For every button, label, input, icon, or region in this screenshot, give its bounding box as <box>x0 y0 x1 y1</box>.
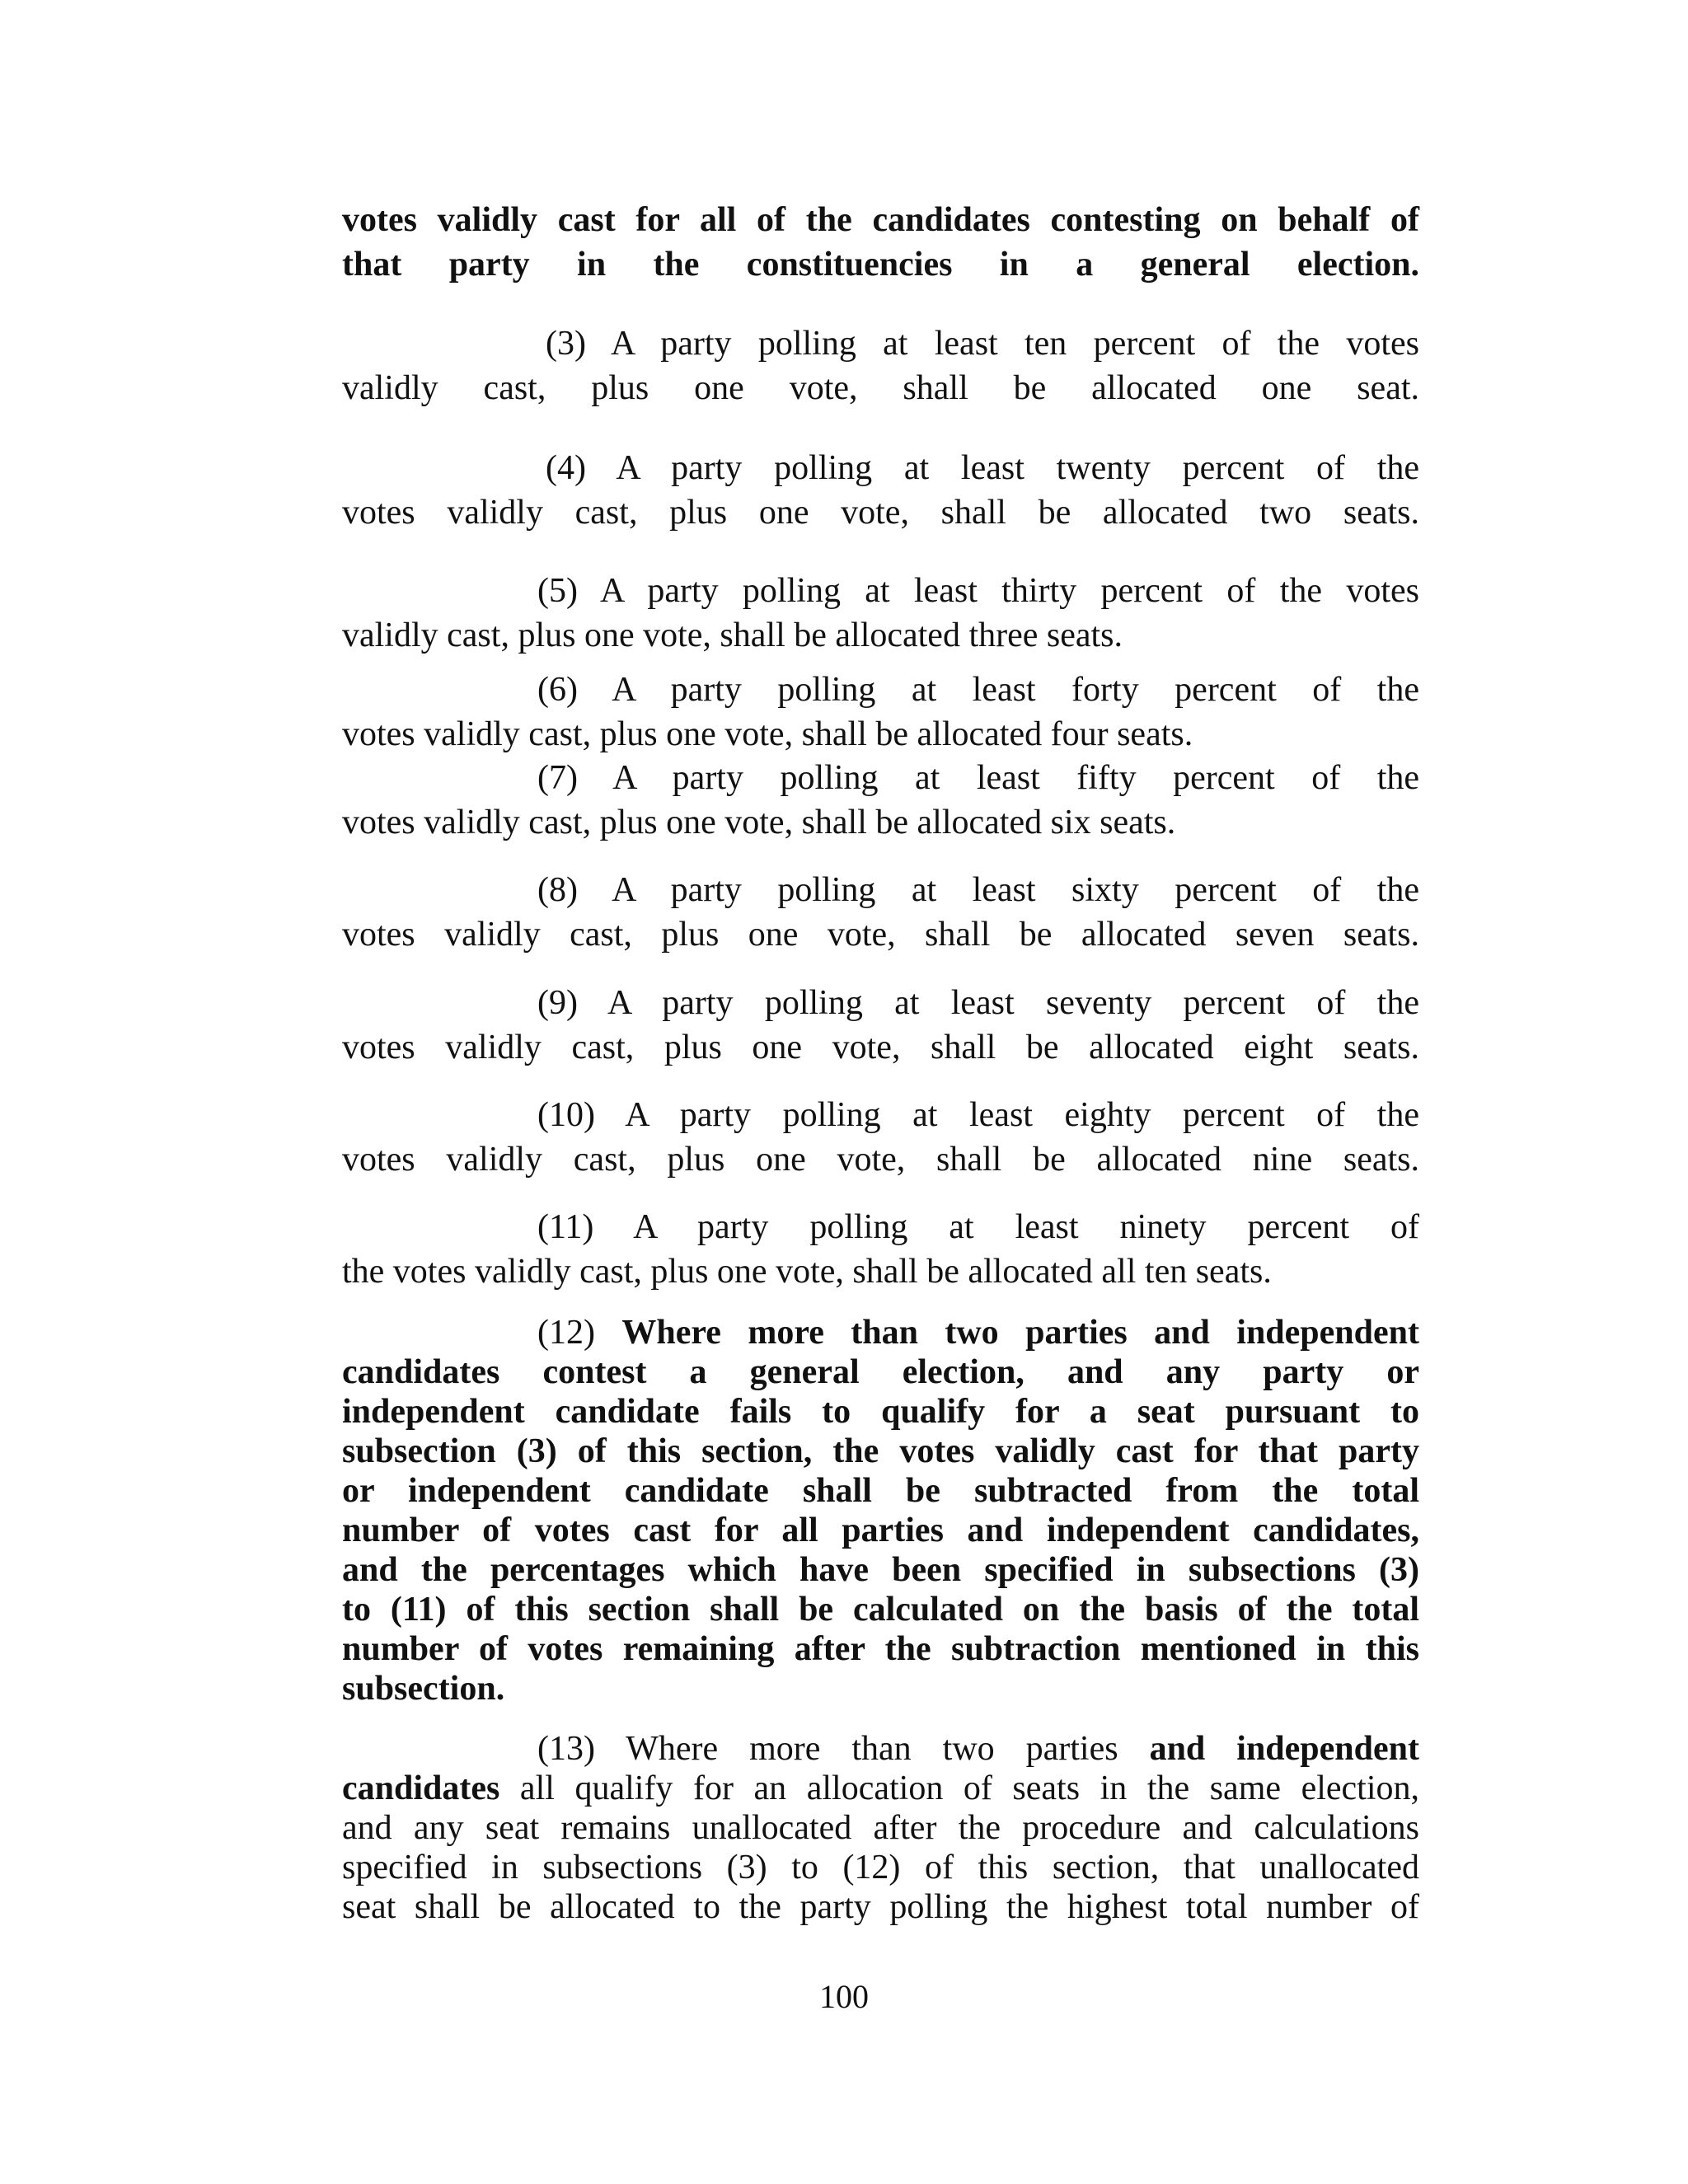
subsection-10-line-2: votes validly cast, plus one vote, shall be allocated nine seats. <box>342 1141 1419 1179</box>
subsection-6-line-1: (6) A party polling at least forty percent of the <box>537 671 1419 709</box>
subsection-12-line-10: subsection. <box>342 1670 505 1708</box>
subsection-11-line-1: (11) A party polling at least ninety percent of <box>537 1208 1419 1246</box>
subsection-13-bold-text: and independent <box>1149 1730 1420 1768</box>
subsection-12-line-6: number of votes cast for all parties and independent candidates, <box>342 1511 1419 1549</box>
subsection-9-line-2: votes validly cast, plus one vote, shall be allocated eight seats. <box>342 1029 1419 1066</box>
page-number: 100 <box>819 1978 869 2015</box>
subsection-12-number: (12) <box>537 1314 595 1352</box>
subsection-7-line-1: (7) A party polling at least fifty percent of the <box>537 759 1419 797</box>
subsection-3-line-1: (3) A party polling at least ten percent of the votes <box>546 325 1419 363</box>
subsection-13-line-4: specified in subsections (3) to (12) of this section, that unallocated <box>342 1849 1419 1886</box>
subsection-5-line-2: validly cast, plus one vote, shall be allocated three seats. <box>342 616 1123 654</box>
subsection-12-line-3: independent candidate fails to qualify for a seat pursuant to <box>342 1393 1419 1431</box>
subsection-13-line-2 <box>342 1766 1419 1811</box>
subsection-10-line-1: (10) A party polling at least eighty percent of the <box>537 1096 1419 1134</box>
subsection-12-line-5: or independent candidate shall be subtracted from the total <box>342 1472 1419 1510</box>
subsection-13-line-1 <box>537 1727 1419 1771</box>
subsection-3-line-2: validly cast, plus one vote, shall be allocated one seat. <box>342 369 1419 407</box>
intro-line-2: that party in the constituencies in a general election. <box>342 246 1419 284</box>
intro-line-1: votes validly cast for all of the candidates contesting on behalf of <box>342 201 1419 239</box>
subsection-4-line-2: votes validly cast, plus one vote, shall be allocated two seats. <box>342 494 1419 532</box>
subsection-12-line-8: to (11) of this section shall be calculated on the basis of the total <box>342 1591 1419 1629</box>
subsection-12-line-7: and the percentages which have been specified in subsections (3) <box>342 1551 1419 1589</box>
subsection-9-line-1: (9) A party polling at least seventy percent of the <box>537 984 1419 1022</box>
subsection-12-line-9: number of votes remaining after the subtraction mentioned in this <box>342 1630 1419 1668</box>
subsection-8-line-1: (8) A party polling at least sixty percent of the <box>537 871 1419 909</box>
subsection-5-line-1: (5) A party polling at least thirty percent of the votes <box>537 572 1419 610</box>
subsection-13-line-3: and any seat remains unallocated after the procedure and calculations <box>342 1809 1419 1847</box>
subsection-4-line-1: (4) A party polling at least twenty percent of the <box>546 449 1419 487</box>
subsection-8-line-2: votes validly cast, plus one vote, shall be allocated seven seats. <box>342 916 1419 954</box>
subsection-13-bold-word: candidates <box>342 1769 500 1807</box>
subsection-13-line-5: seat shall be allocated to the party polling the highest total number of <box>342 1888 1419 1926</box>
subsection-12-line-4: subsection (3) of this section, the votes validly cast for that party <box>342 1432 1419 1470</box>
subsection-13-line-2-text: all qualify for an allocation of seats in the same election, <box>519 1769 1420 1807</box>
subsection-6-line-2: votes validly cast, plus one vote, shall be allocated four seats. <box>342 715 1193 753</box>
subsection-11-line-2: the votes validly cast, plus one vote, shall be allocated all ten seats. <box>342 1253 1272 1291</box>
subsection-12-line-2: candidates contest a general election, and any party or <box>342 1353 1419 1391</box>
subsection-13-text: (13) Where more than two parties <box>537 1730 1118 1768</box>
subsection-12-heading: Where more than two parties and independent <box>621 1314 1420 1352</box>
subsection-12-line-1 <box>537 1310 1419 1355</box>
subsection-7-line-2: votes validly cast, plus one vote, shall be allocated six seats. <box>342 804 1176 841</box>
